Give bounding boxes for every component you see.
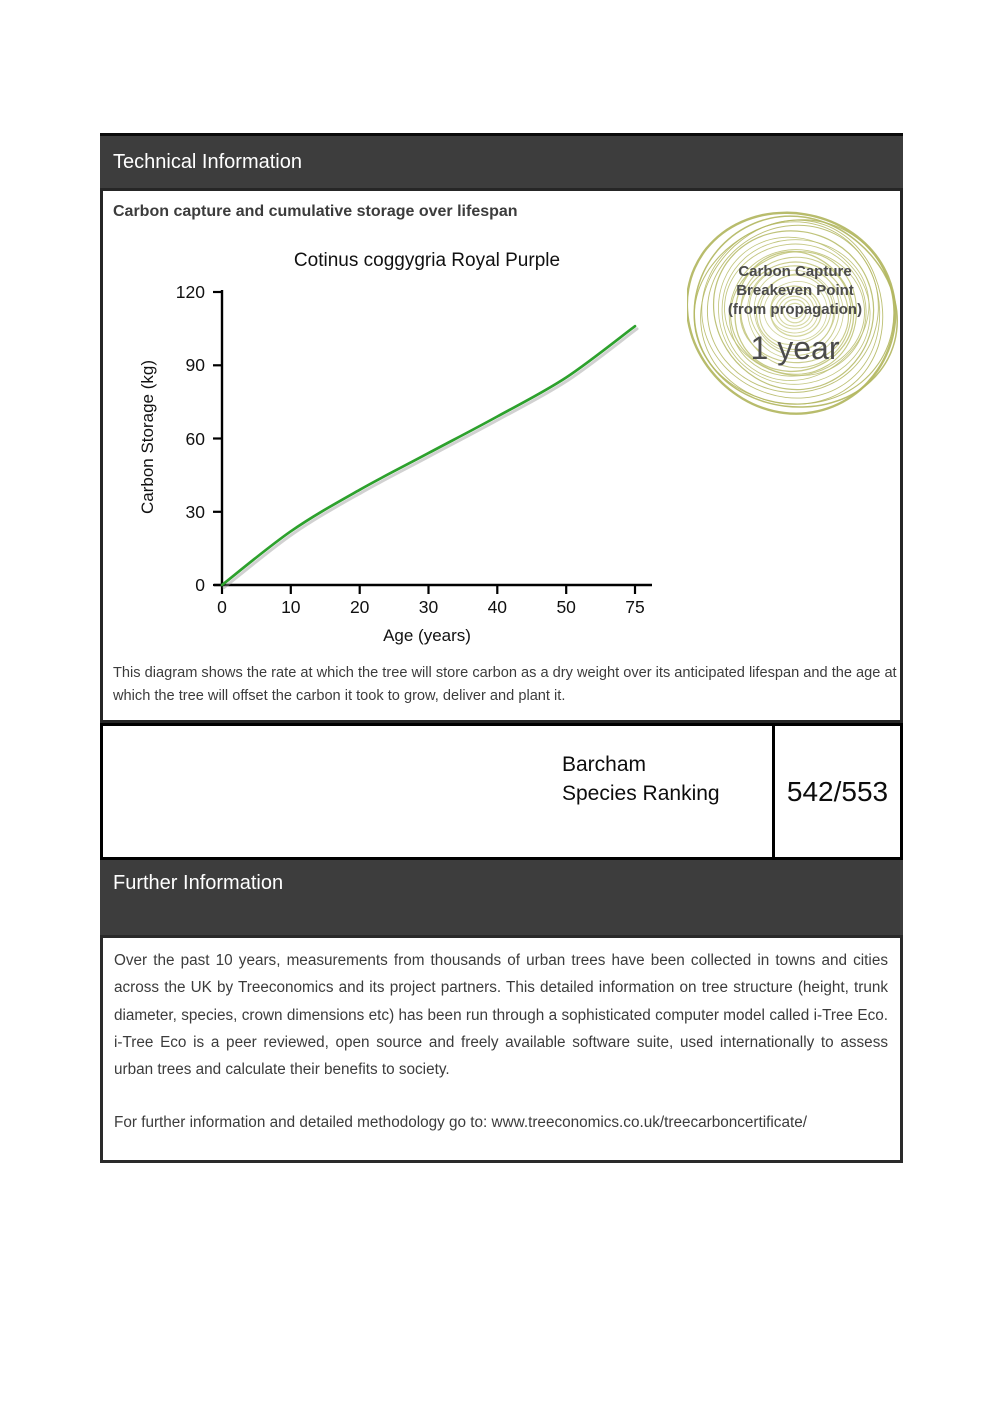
stamp-line-1: Carbon Capture <box>738 263 852 280</box>
further-information-title: Further Information <box>113 872 284 894</box>
breakeven-stamp-text <box>687 205 903 417</box>
technical-panel <box>100 188 903 723</box>
ranking-label-line-1: Barcham <box>562 753 647 776</box>
x-tick-label: 40 <box>487 597 508 617</box>
breakeven-value: 1 year <box>750 330 840 366</box>
content-column <box>100 133 903 1163</box>
breakeven-stamp <box>687 205 903 417</box>
ranking-label-line-2: Species Ranking <box>562 782 720 805</box>
further-information-header <box>100 860 903 935</box>
technical-information-header <box>100 133 903 188</box>
species-ranking-value: 542/553 <box>786 775 889 807</box>
stamp-line-3: (from propagation) <box>727 301 863 318</box>
x-tick-label: 0 <box>217 597 227 617</box>
further-paragraph: Over the past 10 years, measurements from thousands of urban trees have been collected in towns and cities across the UK by Treeconomics and its project partners. This detailed information on tree structure (height, trunk diameter, species, crown dimensions etc) has been run through a sophisticated computer model called i-Tree Eco. i-Tree Eco is a peer reviewed, open source and freely available software suite, used internationally to assess urban trees and calculate their benefits to society. <box>114 952 888 1079</box>
further-text <box>103 938 900 1137</box>
y-tick-label: 60 <box>185 428 205 449</box>
x-axis-label: Age (years) <box>383 626 471 645</box>
x-tick-label: 30 <box>418 597 439 617</box>
stamp-line-2: Breakeven Point <box>736 282 854 299</box>
y-tick-label: 30 <box>185 501 205 522</box>
further-panel <box>100 935 903 1163</box>
x-tick-label: 75 <box>625 597 645 617</box>
technical-information-title: Technical Information <box>113 151 302 173</box>
y-tick-label: 120 <box>175 282 205 302</box>
chart-caption: This diagram shows the rate at which the tree will store carbon as a dry weight over its anticipated lifespan and the age at which the tree will offset the carbon it took to grow, deliver and plant it. <box>113 665 897 704</box>
chart-section-heading: Carbon capture and cumulative storage over lifespan <box>113 203 518 220</box>
x-tick-label: 50 <box>556 597 576 617</box>
x-tick-label: 10 <box>281 597 301 617</box>
y-tick-label: 0 <box>195 575 205 595</box>
species-ranking-label <box>562 750 720 808</box>
y-axis-label: Carbon Storage (kg) <box>138 359 157 515</box>
x-tick-label: 20 <box>349 597 370 617</box>
y-tick-label: 90 <box>185 355 205 376</box>
methodology-line: For further information and detailed methodology go to: www.treeconomics.co.uk/treecarboncertificate/ <box>114 1114 807 1132</box>
chart-title: Cotinus coggygria Royal Purple <box>293 250 561 271</box>
species-ranking-box <box>100 723 903 860</box>
